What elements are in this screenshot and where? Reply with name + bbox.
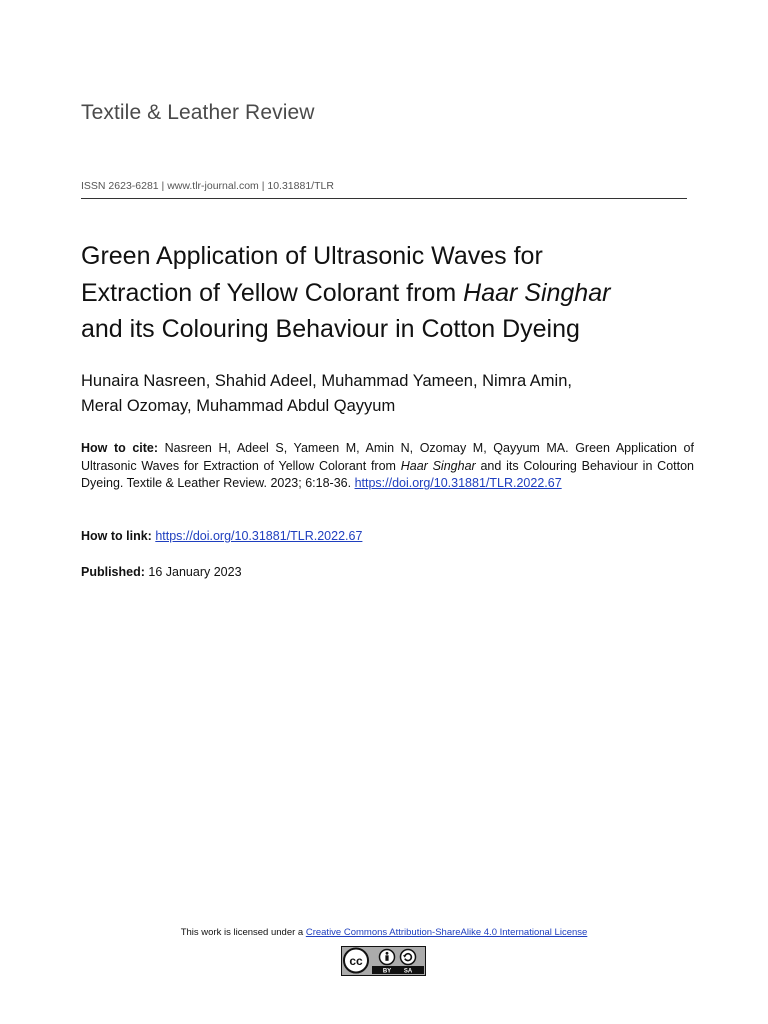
badge-by-label: BY bbox=[382, 968, 392, 974]
doi-link[interactable]: https://doi.org/10.31881/TLR.2022.67 bbox=[155, 529, 363, 543]
citation-doi-link[interactable]: https://doi.org/10.31881/TLR.2022.67 bbox=[354, 476, 562, 491]
license-prefix: This work is licensed under a bbox=[180, 927, 306, 938]
title-line-1: Green Application of Ultrasonic Waves for bbox=[81, 242, 543, 270]
license-link[interactable]: Creative Commons Attribution-ShareAlike 4.0 International License bbox=[305, 927, 588, 938]
license-notice bbox=[0, 927, 768, 938]
journal-name: Textile & Leather Review bbox=[81, 101, 315, 124]
link-label: How to link: bbox=[81, 529, 152, 543]
published-date: 16 January 2023 bbox=[148, 565, 242, 579]
published-line bbox=[81, 565, 242, 579]
issn-line: ISSN 2623-6281 | www.tlr-journal.com | 10.31881/TLR bbox=[81, 180, 334, 192]
article-title bbox=[81, 238, 721, 348]
citation-text: Nasreen H, Adeel S, Yameen M, Amin N, Ozomay M, Qayyum MA. Green Application of Ultrasonic Waves for Extraction of Yellow Colorant from bbox=[81, 441, 694, 473]
attribution-icon bbox=[380, 950, 395, 965]
title-line-2-text: Extraction of Yellow Colorant from bbox=[81, 278, 464, 307]
cc-logo-icon bbox=[344, 949, 368, 973]
authors-line-1: Hunaira Nasreen, Shahid Adeel, Muhammad Yameen, Nimra Amin, bbox=[81, 372, 572, 390]
citation-label: How to cite: bbox=[81, 441, 159, 455]
badge-sa-label: SA bbox=[403, 968, 413, 974]
cc-by-sa-badge[interactable] bbox=[341, 946, 426, 976]
published-label: Published: bbox=[81, 565, 145, 579]
authors-line-2: Meral Ozomay, Muhammad Abdul Qayyum bbox=[81, 397, 396, 415]
title-plant-name: Haar Singhar bbox=[463, 278, 611, 307]
header-divider bbox=[81, 198, 687, 199]
share-alike-icon bbox=[401, 950, 416, 965]
citation-block bbox=[81, 440, 694, 493]
author-list bbox=[81, 369, 701, 419]
citation-plant-name: Haar Singhar bbox=[400, 458, 476, 473]
citation-text-end: and its Colouring Behaviour in Cotton Dyeing. Textile & Leather Review. 2023; 6:18-36. bbox=[81, 458, 694, 491]
title-line-3: and its Colouring Behaviour in Cotton Dyeing bbox=[81, 315, 580, 343]
title-line-2 bbox=[81, 275, 721, 312]
cc-logo-text: cc bbox=[349, 954, 363, 968]
how-to-link bbox=[81, 529, 362, 543]
